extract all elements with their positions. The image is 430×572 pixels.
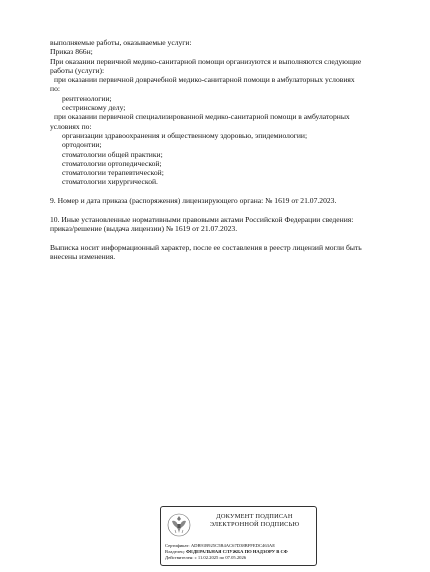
section-10-line: 10. Иные установленные нормативными правовыми актами Российской Федерации сведения: — [50, 214, 354, 224]
stamp-validity: Действителен: с 11.02.2025 по 07.05.2026 — [165, 555, 247, 560]
text-line: При оказании первичной медико-санитарной помощи организуются и выполняются следующие — [50, 56, 362, 66]
coat-of-arms-icon — [166, 512, 192, 538]
stamp-certificate: Сертификат: ADB91B925C5B4AC67D38BFFEDC463AE — [165, 543, 276, 548]
text-line: условиях по: — [50, 121, 92, 131]
text-line: при оказании первичной специализированной медико-санитарной помощи в амбулаторных — [54, 112, 350, 122]
section-9: 9. Номер и дата приказа (распоряжения) лицензирующего органа: № 1619 от 21.07.2023. — [50, 196, 337, 206]
text-line: при оказании первичной доврачебной медико-санитарной помощи в амбулаторных условиях — [54, 75, 355, 85]
list-item: сестринскому делу; — [62, 103, 126, 113]
stamp-title: ДОКУМЕНТ ПОДПИСАН ЭЛЕКТРОННОЙ ПОДПИСЬЮ — [209, 513, 300, 528]
text-line: выполняемые работы, оказываемые услуги: — [50, 38, 192, 47]
list-item: стоматологии ортопедической; — [62, 158, 162, 168]
electronic-signature-stamp — [160, 506, 317, 566]
text-line: Приказ 866н; — [50, 47, 93, 57]
list-item: организации здравоохранения и общественному здоровью, эпидемиологии; — [62, 130, 308, 140]
note-line: внесены изменения. — [50, 251, 116, 261]
stamp-owner: Владелец: ФЕДЕРАЛЬНАЯ СЛУЖБА ПО НАДЗОРУ В СФ — [165, 549, 288, 554]
note-line: Выписка носит информационный характер, после ее составления в реестр лицензий могли быть — [50, 242, 362, 252]
list-item: ортодонтии; — [62, 140, 102, 150]
list-item: стоматологии терапевтической; — [62, 168, 164, 178]
list-item: стоматологии хирургической. — [62, 177, 158, 187]
list-item: рентгенологии; — [62, 93, 112, 103]
text-line: работы (услуги): — [50, 65, 105, 75]
text-line: по: — [50, 84, 60, 94]
section-10-line: приказ/решение (выдача лицензии) № 1619 от 21.07.2023. — [50, 223, 238, 233]
document-body — [50, 38, 402, 261]
list-item: стоматологии общей практики; — [62, 149, 163, 159]
